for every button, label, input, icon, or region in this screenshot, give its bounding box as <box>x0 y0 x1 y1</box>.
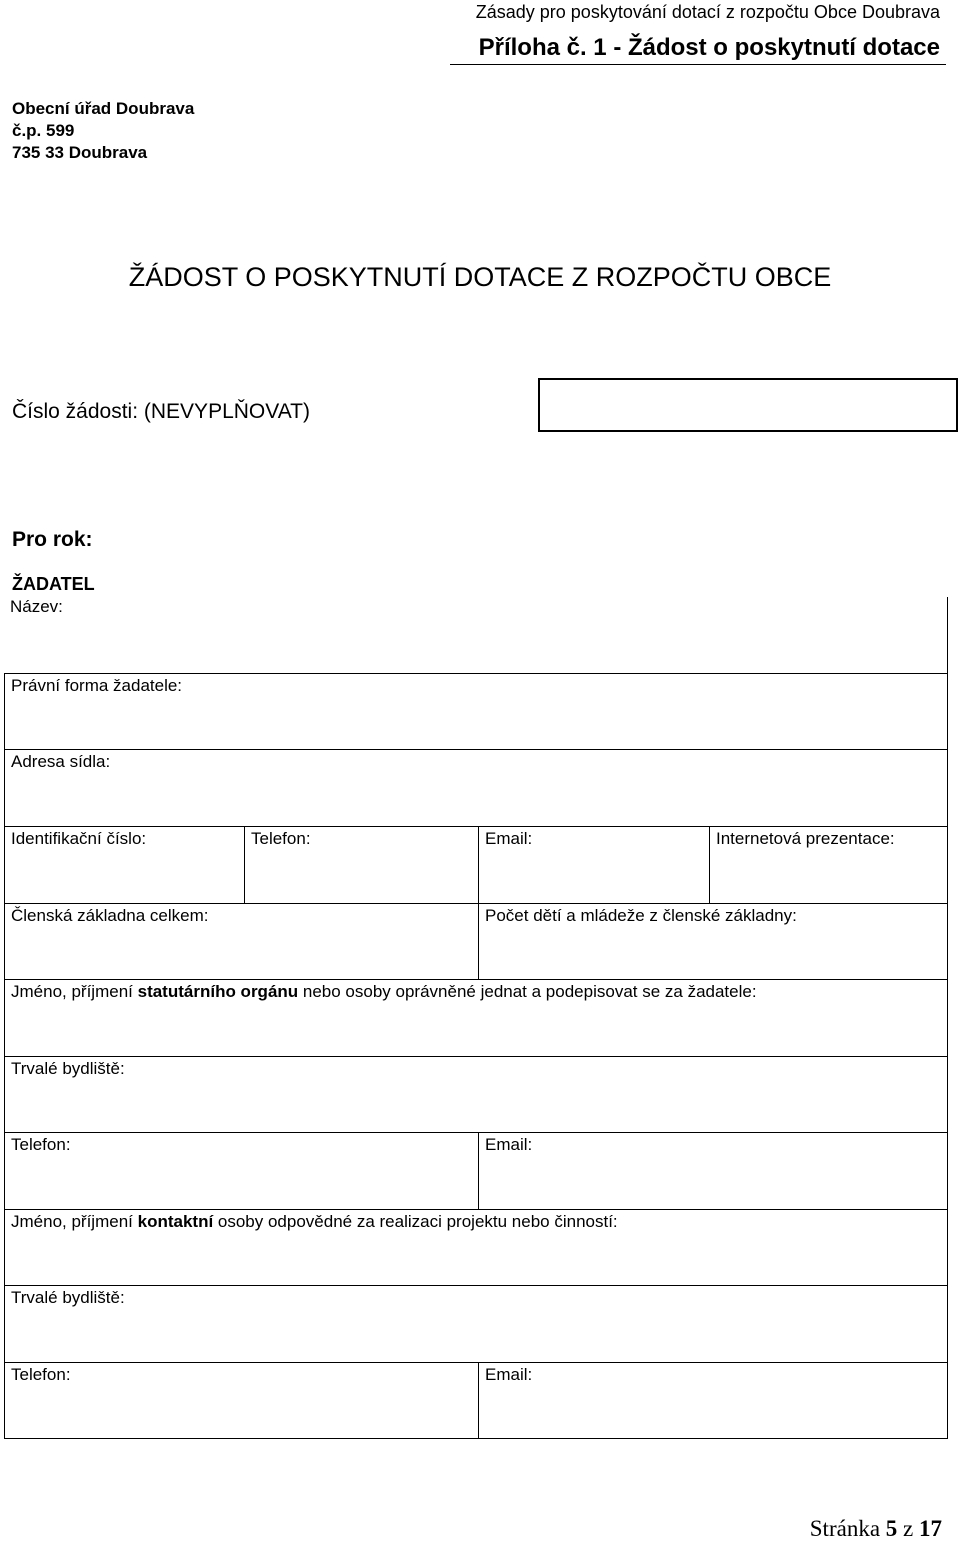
request-number-field[interactable] <box>538 378 958 432</box>
youth-count-field[interactable] <box>478 903 948 980</box>
contact-phone-field[interactable] <box>4 1362 479 1439</box>
legal-form-field[interactable] <box>4 673 948 750</box>
page-number <box>810 1516 942 1542</box>
statutory-residence-label: Trvalé bydliště: <box>11 1059 125 1078</box>
org-email-label: Email: <box>485 829 533 848</box>
contact-emphasis: kontaktní <box>137 1212 214 1231</box>
contact-name-field[interactable] <box>4 1209 948 1286</box>
applicant-heading: ŽADATEL <box>12 574 95 594</box>
contact-email-label: Email: <box>485 1365 533 1384</box>
org-phone-label: Telefon: <box>251 829 311 848</box>
header-title: Zásady pro poskytování dotací z rozpočtu Obce Doubrava <box>475 2 940 22</box>
contact-prefix: Jméno, příjmení <box>11 1212 138 1231</box>
header-divider <box>450 64 946 65</box>
statutory-name-field[interactable] <box>4 979 948 1057</box>
statutory-email-label: Email: <box>485 1135 533 1154</box>
year-label: Pro rok: <box>12 528 93 551</box>
website-label: Internetová prezentace: <box>716 829 895 848</box>
name-label: Název: <box>10 597 63 616</box>
address-label: Adresa sídla: <box>11 752 111 771</box>
statutory-prefix: Jméno, příjmení <box>11 982 138 1001</box>
contact-phone-label: Telefon: <box>11 1365 71 1384</box>
statutory-emphasis: statutárního orgánu <box>137 982 299 1001</box>
website-field[interactable] <box>709 826 948 904</box>
contact-suffix: osoby odpovědné za realizaci projektu nebo činností: <box>213 1212 618 1231</box>
id-number-field[interactable] <box>4 826 245 904</box>
recipient-address <box>12 98 194 164</box>
contact-residence-label: Trvalé bydliště: <box>11 1288 125 1307</box>
org-email-field[interactable] <box>478 826 710 904</box>
address-field[interactable] <box>4 749 948 827</box>
youth-count-label: Počet dětí a mládeže z členské základny: <box>485 906 797 925</box>
membership-label: Členská základna celkem: <box>11 906 209 925</box>
contact-email-field[interactable] <box>478 1362 948 1439</box>
header-appendix: Příloha č. 1 - Žádost o poskytnutí dotace <box>478 34 940 61</box>
name-field[interactable] <box>4 597 948 674</box>
contact-residence-field[interactable] <box>4 1285 948 1363</box>
org-phone-field[interactable] <box>244 826 479 904</box>
address-line-1: Obecní úřad Doubrava <box>12 99 195 118</box>
membership-field[interactable] <box>4 903 479 980</box>
statutory-name-label <box>11 982 757 1002</box>
statutory-email-field[interactable] <box>478 1132 948 1210</box>
address-line-2: č.p. 599 <box>12 121 75 140</box>
statutory-suffix: nebo osoby oprávněné jednat a podepisovat se za žadatele: <box>298 982 757 1001</box>
statutory-residence-field[interactable] <box>4 1056 948 1133</box>
statutory-phone-label: Telefon: <box>11 1135 71 1154</box>
address-line-3: 735 33 Doubrava <box>12 143 148 162</box>
page-mid: z <box>897 1516 919 1541</box>
legal-form-label: Právní forma žadatele: <box>11 676 183 695</box>
statutory-phone-field[interactable] <box>4 1132 479 1210</box>
total-pages: 17 <box>919 1516 942 1541</box>
current-page: 5 <box>885 1516 898 1541</box>
contact-name-label <box>11 1212 618 1232</box>
document-title: ŽÁDOST O POSKYTNUTÍ DOTACE Z ROZPOČTU OBCE <box>128 262 832 292</box>
id-number-label: Identifikační číslo: <box>11 829 147 848</box>
page-prefix: Stránka <box>809 1516 886 1541</box>
request-number-label: Číslo žádosti: (NEVYPLŇOVAT) <box>12 400 310 423</box>
